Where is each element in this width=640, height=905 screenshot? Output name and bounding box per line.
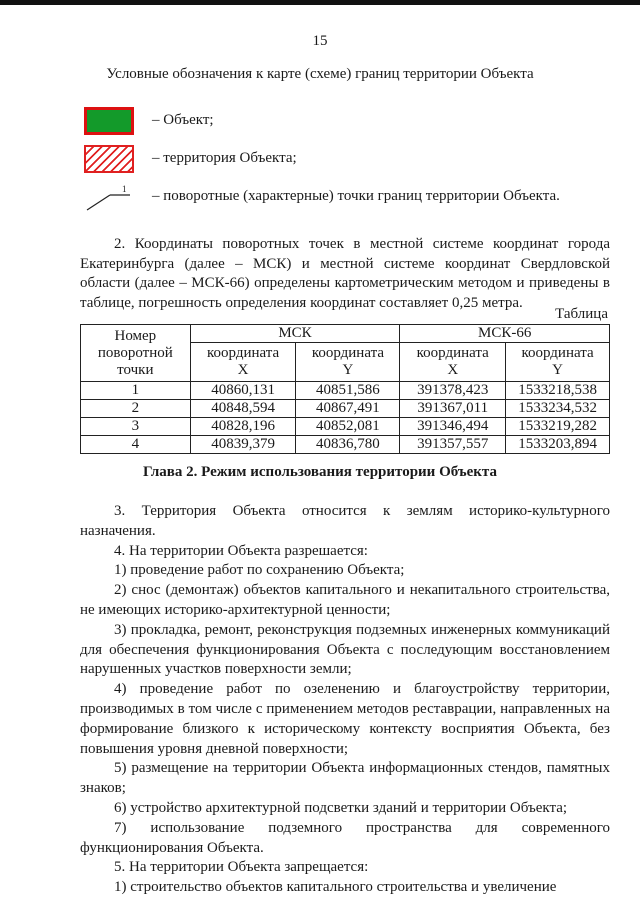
table-row xyxy=(81,418,610,436)
header-msk-x: координата X xyxy=(190,343,296,382)
clause-4-item-4: 4) проведение работ по озеленению и благоустройству территории, производимых в том числе с применением методов реставрации, направленных на формирование близкого к историческому контексту восприятия Объекта, без повышения уровня дневной поверхности; xyxy=(80,681,610,757)
cell-msk-y: 40867,491 xyxy=(296,400,400,418)
cell-point: 4 xyxy=(81,436,191,454)
cell-msk-x: 40860,131 xyxy=(190,382,296,400)
cell-msk-x: 40828,196 xyxy=(190,418,296,436)
clause-3: 3. Территория Объекта относится к землям историко-культурного назначения. xyxy=(80,503,610,539)
cell-msk66-y: 1533218,538 xyxy=(506,382,610,400)
cell-point: 1 xyxy=(81,382,191,400)
header-msk66-x: координата X xyxy=(400,343,506,382)
coordinates-table xyxy=(80,324,610,454)
header-msk: МСК xyxy=(190,325,400,343)
cell-point: 2 xyxy=(81,400,191,418)
table-row xyxy=(81,436,610,454)
cell-msk66-x: 391367,011 xyxy=(400,400,506,418)
legend-item-territory xyxy=(84,144,297,174)
cell-point: 3 xyxy=(81,418,191,436)
cell-msk66-x: 391346,494 xyxy=(400,418,506,436)
table-header-row xyxy=(81,325,610,343)
legend-item-object xyxy=(84,106,214,136)
page-number: 15 xyxy=(312,33,328,49)
legend-label-object: – Объект; xyxy=(152,112,214,128)
object-symbol-icon xyxy=(84,107,134,135)
table-caption: Таблица xyxy=(555,306,608,322)
table-row xyxy=(81,400,610,418)
chapter-body xyxy=(80,502,610,898)
clause-4-item-7: 7) использование подземного пространства для современного функционирования Объекта. xyxy=(80,819,610,856)
legend-item-turning-point xyxy=(84,182,560,212)
scan-top-edge xyxy=(0,0,640,5)
table-row xyxy=(81,382,610,400)
cell-msk66-x: 391357,557 xyxy=(400,436,506,454)
clause-4-item-2: 2) снос (демонтаж) объектов капитального и некапитального строительства, не имеющих историко-архитектурной ценности; xyxy=(80,582,610,618)
turning-point-marker: 1 xyxy=(122,184,127,194)
clause-4-item-3: 3) прокладка, ремонт, реконструкция подземных инженерных коммуникаций для обеспечения функционирования Объекта с последующим восстановлением нарушенных участков поверхности земли; xyxy=(80,621,610,678)
cell-msk66-y: 1533234,532 xyxy=(506,400,610,418)
clause-5-item-1: 1) строительство объектов капитального строительства и увеличение xyxy=(114,879,557,896)
header-point-number: Номер поворотной точки xyxy=(81,325,191,382)
clause-5: 5. На территории Объекта запрещается: xyxy=(114,859,369,876)
cell-msk-x: 40839,379 xyxy=(190,436,296,454)
clause-4-item-1: 1) проведение работ по сохранению Объекта; xyxy=(114,562,405,579)
coordinates-intro: 2. Координаты поворотных точек в местной системе координат города Екатеринбурга (далее – МСК) и местной системе координат Свердловской области (далее – МСК-66) определены картометрическим методом и приведены в таблице, погрешность определения координат составляет 0,25 метра. xyxy=(80,236,610,311)
legend-title: Условные обозначения к карте (схеме) границ территории Объекта xyxy=(106,66,534,82)
cell-msk66-y: 1533219,282 xyxy=(506,418,610,436)
clause-4: 4. На территории Объекта разрешается: xyxy=(114,542,368,559)
chapter-title: Глава 2. Режим использования территории Объекта xyxy=(143,464,497,480)
cell-msk-y: 40836,780 xyxy=(296,436,400,454)
turning-point-leader-icon xyxy=(84,183,134,211)
clause-4-item-6: 6) устройство архитектурной подсветки зданий и территории Объекта; xyxy=(114,799,568,816)
header-msk-y: координата Y xyxy=(296,343,400,382)
legend-label-territory: – территория Объекта; xyxy=(152,150,297,166)
cell-msk-x: 40848,594 xyxy=(190,400,296,418)
cell-msk-y: 40852,081 xyxy=(296,418,400,436)
legend-label-turning-points: – поворотные (характерные) точки границ территории Объекта. xyxy=(152,188,560,204)
header-msk66: МСК-66 xyxy=(400,325,610,343)
cell-msk66-x: 391378,423 xyxy=(400,382,506,400)
territory-hatch-icon xyxy=(84,145,134,173)
cell-msk-y: 40851,586 xyxy=(296,382,400,400)
header-msk66-y: координата Y xyxy=(506,343,610,382)
clause-4-item-5: 5) размещение на территории Объекта информационных стендов, памятных знаков; xyxy=(80,760,610,797)
cell-msk66-y: 1533203,894 xyxy=(506,436,610,454)
